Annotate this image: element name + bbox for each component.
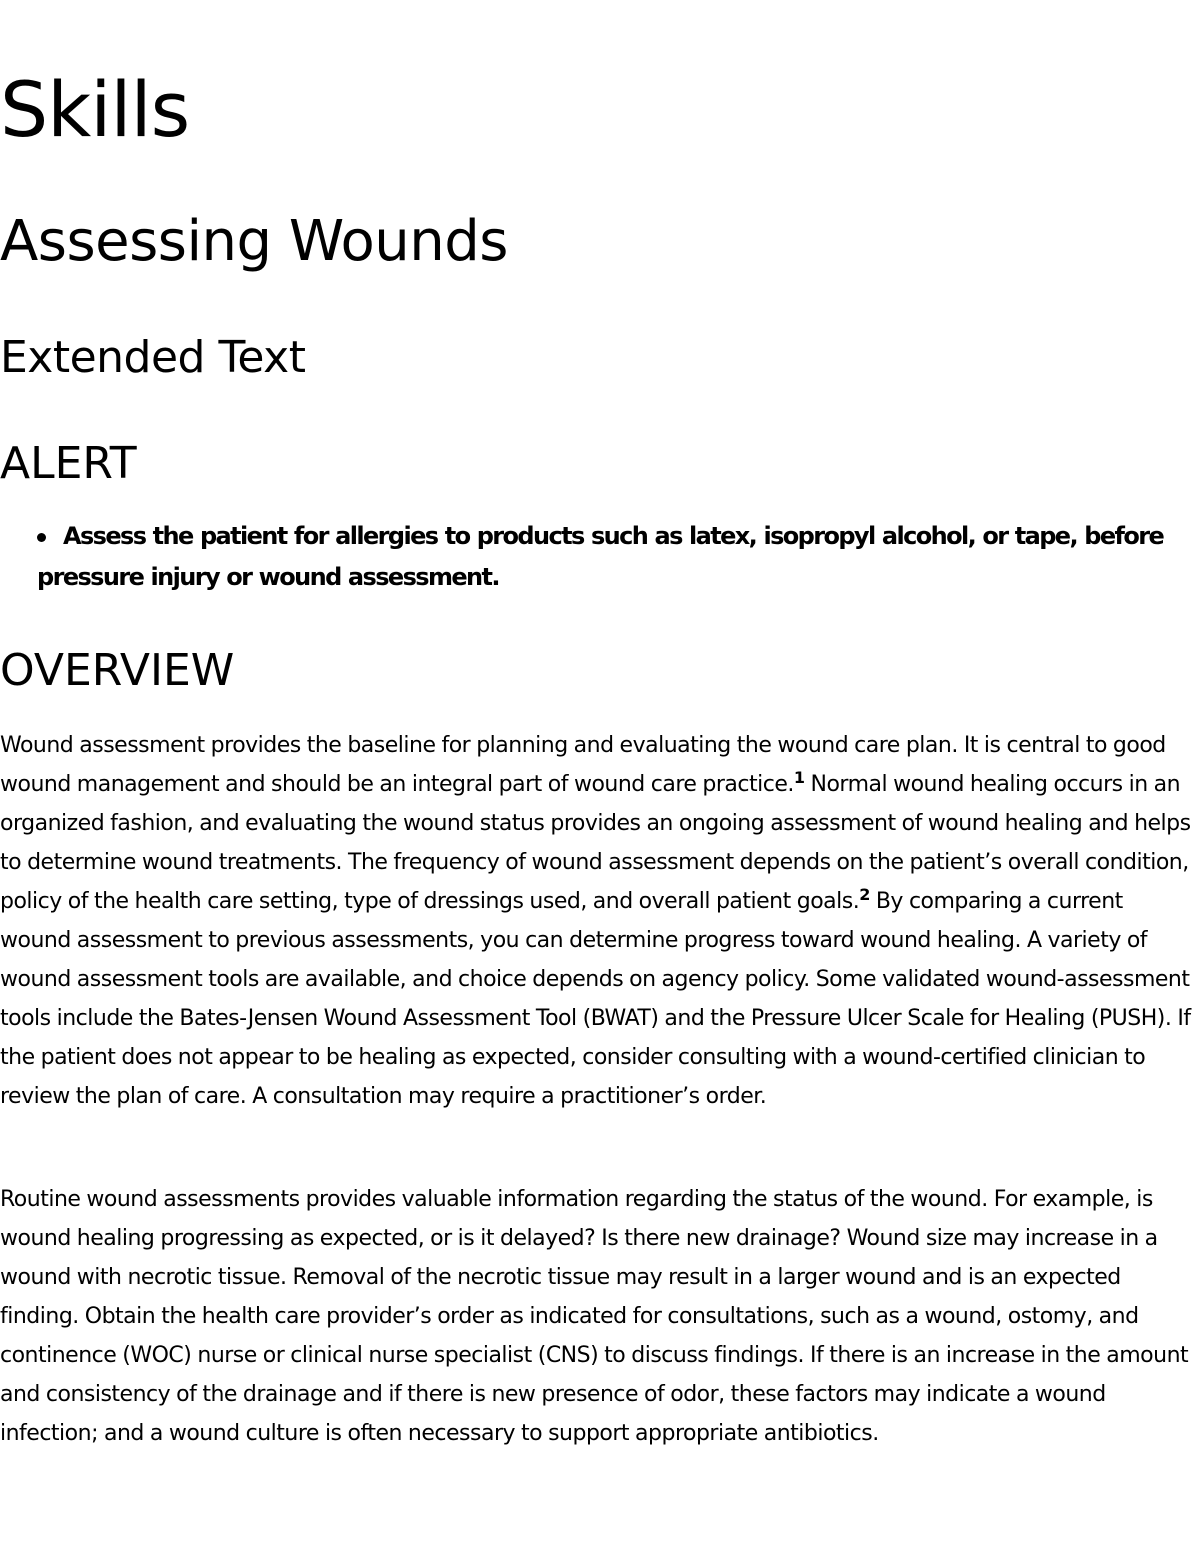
alert-heading: ALERT xyxy=(0,438,137,489)
reference-2-link[interactable]: 2 xyxy=(859,885,870,904)
alert-item-text: Assess the patient for allergies to products such as latex, isopropyl alcohol, or tape, before pressure injury or wound assessment. xyxy=(37,522,1164,591)
alert-item xyxy=(37,516,1196,598)
reference-1-link[interactable]: 1 xyxy=(793,768,805,787)
page-title: Assessing Wounds xyxy=(0,209,508,274)
overview-paragraph-1 xyxy=(0,726,1196,1116)
section-subtitle: Extended Text xyxy=(0,332,306,383)
bullet-icon xyxy=(37,533,46,542)
overview-heading: OVERVIEW xyxy=(0,645,235,696)
paragraph-text: Normal wound healing occurs in an organized fashion, and evaluating the wound status provides an ongoing assessment of wound healing and helps to determine wound treatments. The frequency of wound assessment depends on the patient’s overall condition, policy of the health care setting, type of dressings used, and overall patient goals. xyxy=(0,772,1191,914)
category-heading: Skills xyxy=(0,65,190,154)
alert-list xyxy=(0,516,1196,598)
overview-paragraph-2: Routine wound assessments provides valuable information regarding the status of the wound. For example, is wound healing progressing as expected, or is it delayed? Is there new drainage? Wound size may increase in a wound with necrotic tissue. Removal of the necrotic tissue may result in a larger wound and is an expected finding. Obtain the health care provider’s order as indicated for consultations, such as a wound, ostomy, and continence (WOC) nurse or clinical nurse specialist (CNS) to discuss findings. If there is an increase in the amount and consistency of the drainage and if there is new presence of odor, these factors may indicate a wound infection; and a wound culture is often necessary to support appropriate antibiotics. xyxy=(0,1187,1189,1446)
paragraph-text: Wound assessment provides the baseline for planning and evaluating the wound care plan. It is central to good wound management and should be an integral part of wound care practice. xyxy=(0,733,1166,797)
paragraph-text: By comparing a current wound assessment to previous assessments, you can determine progress toward wound healing. A variety of wound assessment tools are available, and choice depends on agency policy. Some validated wound-assessment tools include the Bates-Jensen Wound Assessment Tool (BWAT) and the Pressure Ulcer Scale for Healing (PUSH). If the patient does not appear to be healing as expected, consider consulting with a wound-certified clinician to review the plan of care. A consultation may require a practitioner’s order. xyxy=(0,889,1191,1109)
